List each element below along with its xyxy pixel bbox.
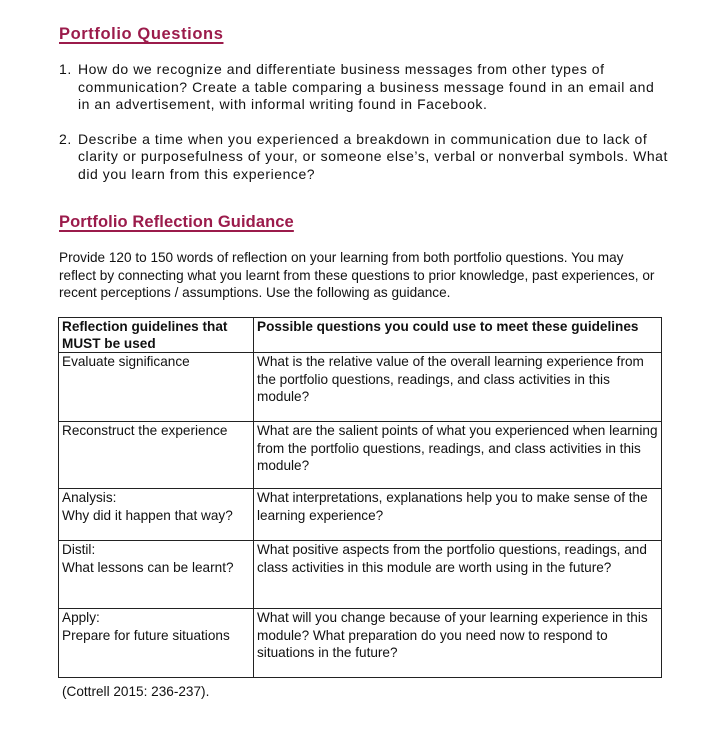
question-number: 1. <box>59 61 72 77</box>
portfolio-questions-heading: Portfolio Questions <box>59 25 224 43</box>
guideline-cell <box>59 541 254 609</box>
guideline-cell <box>59 422 254 489</box>
question-number: 2. <box>59 130 72 147</box>
table-header-row <box>59 318 662 353</box>
column-header-guidelines: Reflection guidelines that MUST be used <box>59 318 254 353</box>
question-text: Describe a time when you experienced a breakdown in communication due to lack of clarity or purposefulness of your, or someone else’s, verbal or nonverbal symbols. What did you learn from this experience? <box>78 130 668 182</box>
column-header-questions: Possible questions you could use to meet these guidelines <box>254 318 662 353</box>
table-row <box>59 353 662 422</box>
reflection-guidelines-table <box>58 317 662 678</box>
guideline-label: Reconstruct the experience <box>62 423 228 439</box>
reflection-guidance-heading: Portfolio Reflection Guidance <box>59 213 294 231</box>
citation: (Cottrell 2015: 236-237). <box>62 684 210 699</box>
question-text: How do we recognize and differentiate business messages from other types of communication? Create a table comparing a business message found in an email and in an advertisement, with informal writing found in Facebook. <box>78 61 655 112</box>
guidance-paragraph: Provide 120 to 150 words of reflection on your learning from both portfolio questions. You may reflect by connecting what you learnt from these questions to prior knowledge, past experiences, or recent perceptions / assumptions. Use the following as guidance. <box>59 250 655 300</box>
table-row <box>59 609 662 678</box>
guideline-label: Evaluate significance <box>62 354 190 370</box>
question-cell: What are the salient points of what you experienced when learning from the portfolio questions, readings, and class activities in this module? <box>254 422 662 489</box>
question-cell: What interpretations, explanations help you to make sense of the learning experience? <box>254 489 662 541</box>
guideline-detail: Prepare for future situations <box>62 627 230 643</box>
question-cell: What will you change because of your learning experience in this module? What preparation do you need now to respond to situations in the future? <box>254 609 662 678</box>
table-row <box>59 489 662 541</box>
guideline-detail: What lessons can be learnt? <box>62 559 234 575</box>
table-row <box>59 422 662 489</box>
guideline-label: Apply: <box>62 610 100 626</box>
list-item <box>59 61 669 114</box>
guideline-detail: Why did it happen that way? <box>62 507 233 523</box>
question-cell: What positive aspects from the portfolio questions, readings, and class activities in this module are worth using in the future? <box>254 541 662 609</box>
guideline-cell <box>59 609 254 678</box>
list-item <box>59 131 669 184</box>
guideline-cell <box>59 353 254 422</box>
question-cell: What is the relative value of the overall learning experience from the portfolio questions, readings, and class activities in this module? <box>254 353 662 422</box>
guideline-label: Distil: <box>62 542 96 558</box>
guideline-label: Analysis: <box>62 490 117 506</box>
portfolio-questions-list <box>59 61 669 183</box>
guideline-cell <box>59 489 254 541</box>
table-row <box>59 541 662 609</box>
